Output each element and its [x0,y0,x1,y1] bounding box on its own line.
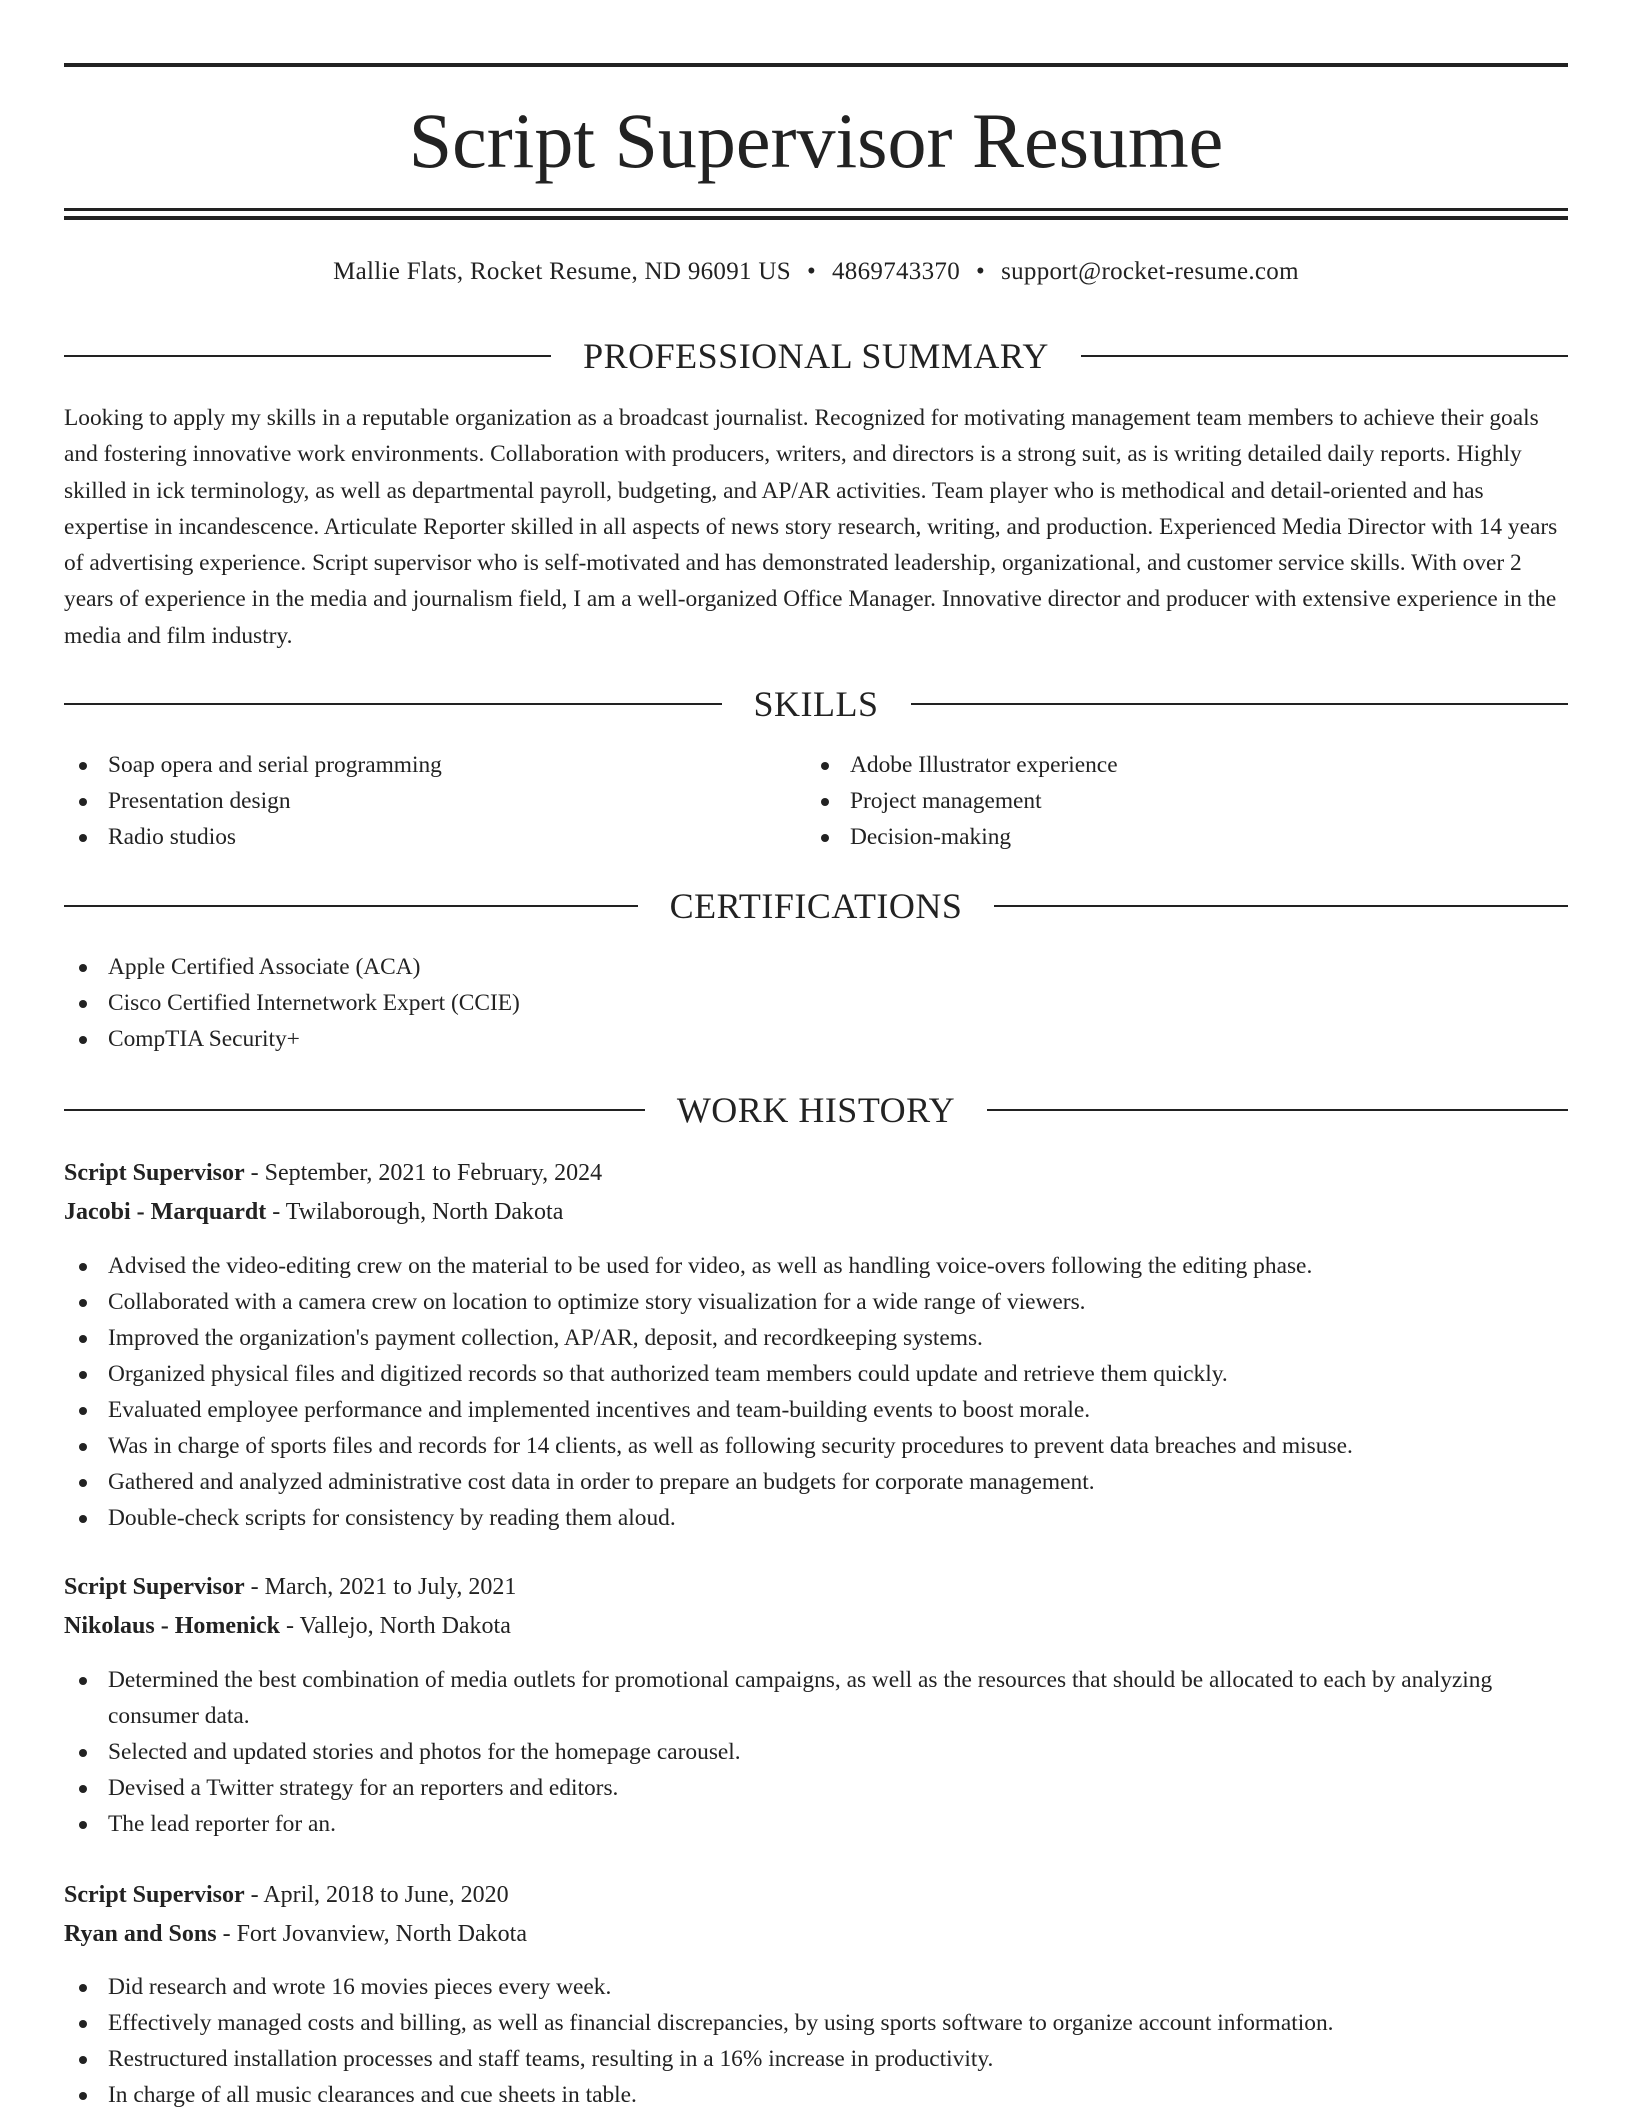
section-title: CERTIFICATIONS [669,886,963,926]
dash: - [216,1921,237,1947]
section-header-certifications [64,884,1568,928]
list-item: Did research and wrote 16 movies pieces every week. [64,1969,1568,2005]
contact-address: Mallie Flats, Rocket Resume, ND 96091 US [333,258,791,285]
section-header-summary [64,334,1568,378]
list-item: Soap opera and serial programming [64,747,764,783]
job-location: Vallejo, North Dakota [299,1613,511,1639]
list-item: Organized physical files and digitized records so that authorized team members could update and retrieve them quickly. [64,1356,1568,1392]
list-item: Presentation design [64,783,764,819]
section-title: SKILLS [753,684,879,724]
list-item: Radio studios [64,819,764,855]
divider-line [64,1109,645,1111]
list-item: Selected and updated stories and photos for the homepage carousel. [64,1734,1568,1770]
job-company: Ryan and Sons [64,1921,217,1947]
contact-separator: • [976,258,986,285]
list-item: Restructured installation processes and staff teams, resulting in a 16% increase in productivity. [64,2041,1568,2077]
contact-email: support@rocket-resume.com [1001,258,1299,285]
list-item: Gathered and analyzed administrative cost data in order to prepare an budgets for corporate management. [64,1464,1568,1500]
list-item: The lead reporter for an. [64,1806,1568,1842]
job-bullets [64,1248,1568,1536]
job-company-line [64,1608,1568,1644]
list-item: Evaluated employee performance and implemented incentives and team-building events to boost morale. [64,1392,1568,1428]
list-item: Adobe Illustrator experience [806,747,1506,783]
job-bullets [64,1969,1568,2113]
job-title: Script Supervisor [64,1882,245,1908]
summary-text: Looking to apply my skills in a reputable organization as a broadcast journalist. Recognized for motivating management team members to achieve their goals and fostering innovative work environments. Collaboration with producers, writers, and directors is a strong suit, as is writing detailed daily reports. Highly skilled in ick terminology, as well as departmental payroll, budgeting, and AP/AR activities. Team player who is methodical and detail-oriented and has expertise in incandescence. Articulate Reporter skilled in all aspects of news story research, writing, and production. Experienced Media Director with 14 years of advertising experience. Script supervisor who is self-motivated and has demonstrated leadership, organizational, and customer service skills. With over 2 years of experience in the media and journalism field, I am a well-organized Office Manager. Innovative director and producer with extensive experience in the media and film industry. [64,405,1558,649]
skills-list [806,747,1506,855]
job-location: Fort Jovanview, North Dakota [236,1921,527,1947]
list-item: Double-check scripts for consistency by reading them aloud. [64,1500,1568,1536]
job-title-line [64,1877,1568,1913]
job-dates: March, 2021 to July, 2021 [264,1574,517,1600]
job-company-line [64,1194,1568,1230]
section-header-skills [64,682,1568,726]
job-title-line [64,1569,1568,1605]
list-item: Apple Certified Associate (ACA) [64,949,1568,985]
list-item: CompTIA Security+ [64,1021,1568,1057]
dash: - [244,1160,265,1186]
list-item: Was in charge of sports files and records for 14 clients, as well as following security procedures to prevent data breaches and misuse. [64,1428,1568,1464]
skills-right-column [806,747,1506,855]
section-header-work-history [64,1088,1568,1132]
divider-line [64,703,722,705]
contact-phone: 4869743370 [832,258,960,285]
contact-separator: • [806,258,816,285]
divider-line [1081,355,1568,357]
divider-line [994,905,1568,907]
top-rule [64,63,1568,67]
list-item: Project management [806,783,1506,819]
list-item: Decision-making [806,819,1506,855]
divider-line [911,703,1569,705]
section-title: WORK HISTORY [676,1090,956,1130]
job-company-line [64,1916,1568,1952]
divider-line [64,905,638,907]
list-item: Improved the organization's payment collection, AP/AR, deposit, and recordkeeping systems. [64,1320,1568,1356]
job-title: Script Supervisor [64,1160,245,1186]
divider-line [987,1109,1568,1111]
dash: - [244,1574,265,1600]
list-item: Determined the best combination of media outlets for promotional campaigns, as well as the resources that should be allocated to each by analyzing consumer data. [64,1662,1568,1734]
job-bullets [64,1662,1568,1842]
certifications-list [64,949,1568,1057]
skills-left-column [64,747,764,855]
dash: - [280,1613,300,1639]
section-title: PROFESSIONAL SUMMARY [583,336,1049,376]
dash: - [266,1199,286,1225]
job-company: Jacobi - Marquardt [64,1199,267,1225]
list-item: In charge of all music clearances and cue sheets in table. [64,2077,1568,2113]
list-item: Collaborated with a camera crew on location to optimize story visualization for a wide range of viewers. [64,1284,1568,1320]
job-dates: September, 2021 to February, 2024 [264,1160,603,1186]
dash: - [244,1882,264,1908]
job-location: Twilaborough, North Dakota [285,1199,564,1225]
list-item: Cisco Certified Internetwork Expert (CCIE) [64,985,1568,1021]
contact-line [64,254,1568,290]
divider-line [64,355,551,357]
job-company: Nikolaus - Homenick [64,1613,281,1639]
list-item: Effectively managed costs and billing, as well as financial discrepancies, by using sports software to organize account information. [64,2005,1568,2041]
skills-list [64,747,764,855]
job-title-line [64,1155,1568,1191]
job-title: Script Supervisor [64,1574,245,1600]
title-double-rule [64,208,1568,220]
list-item: Advised the video-editing crew on the material to be used for video, as well as handling voice-overs following the editing phase. [64,1248,1568,1284]
page-title: Script Supervisor Resume [408,97,1224,184]
job-dates: April, 2018 to June, 2020 [263,1882,509,1908]
list-item: Devised a Twitter strategy for an reporters and editors. [64,1770,1568,1806]
